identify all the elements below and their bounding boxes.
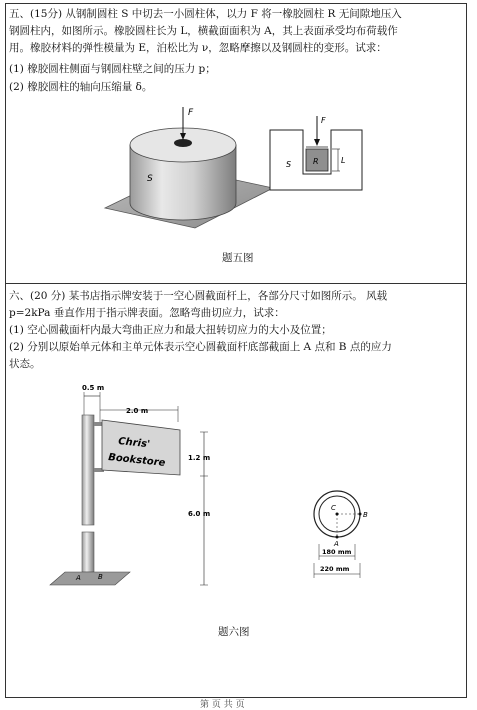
dim-2-0m: 2.0 m	[126, 407, 149, 415]
inner-diameter-label: 180 mm	[322, 548, 352, 556]
force-label: F	[321, 116, 326, 125]
dim-1-2m: 1.2 m	[188, 454, 211, 462]
page-footer: 第 页 共 页	[200, 700, 245, 710]
problem6-figure-sign	[40, 380, 240, 595]
pole-upper	[82, 415, 94, 525]
pole-lower	[82, 532, 94, 572]
problem6-caption: 题六图	[218, 626, 250, 638]
problem6-item2b: 状态。	[9, 358, 41, 370]
problem5-item2: (2) 橡胶圆柱的轴向压缩量 δ。	[9, 81, 153, 93]
problem5-item1: (1) 橡胶圆柱侧面与钢圆柱壁之间的压力 p；	[9, 63, 216, 75]
problem5-line2: 钢圆柱内，如图所示。橡胶圆柱长为 L，横截面面积为 A，其上表面承受均布荷载作	[9, 25, 398, 37]
dim-0-5m: 0.5 m	[82, 384, 105, 392]
length-label: L	[341, 156, 346, 165]
problem6-figure-section	[305, 488, 385, 588]
point-b-label: B	[98, 573, 103, 581]
point-b-label: B	[363, 511, 368, 519]
sign-text-2: Bookstore	[107, 452, 166, 469]
point-a-label: A	[334, 540, 339, 548]
steel-label: S	[286, 160, 292, 169]
problem5-figure-section	[268, 112, 368, 192]
problem5-figure-cylinder	[95, 103, 275, 233]
section-divider	[5, 283, 467, 284]
rubber-top	[174, 139, 192, 147]
base-plate	[50, 572, 130, 585]
problem6-item1: (1) 空心圆截面杆内最大弯曲正应力和最大扭转切应力的大小及位置；	[9, 324, 332, 336]
outer-diameter-label: 220 mm	[320, 565, 350, 573]
centroid-label: C	[331, 504, 336, 512]
rubber-label: R	[313, 157, 319, 166]
problem6-line2: p=2kPa 垂直作用于指示牌表面。忽略弯曲切应力，试求：	[9, 307, 285, 319]
point-a-label: A	[76, 574, 81, 582]
force-label: F	[188, 108, 194, 118]
dim-6-0m: 6.0 m	[188, 510, 211, 518]
problem5-line1: 五、(15分) 从钢制圆柱 S 中切去一小圆柱体，以力 F 将一橡胶圆柱 R 无间隙地压入	[9, 8, 402, 20]
problem5-caption: 题五图	[222, 252, 254, 264]
steel-label: S	[147, 174, 153, 184]
problem5-line3: 用。橡胶材料的弹性模量为 E，泊松比为 ν，忽略摩擦以及钢圆柱的变形。试求：	[9, 42, 387, 54]
sign-text-1: Chris'	[117, 436, 151, 451]
problem6-line1: 六、(20 分) 某书店指示牌安装于一空心圆截面杆上，各部分尺寸如图所示。 风载	[9, 290, 388, 302]
problem6-item2: (2) 分别以原始单元体和主单元体表示空心圆截面杆底部截面上 A 点和 B 点的应力	[9, 341, 392, 353]
